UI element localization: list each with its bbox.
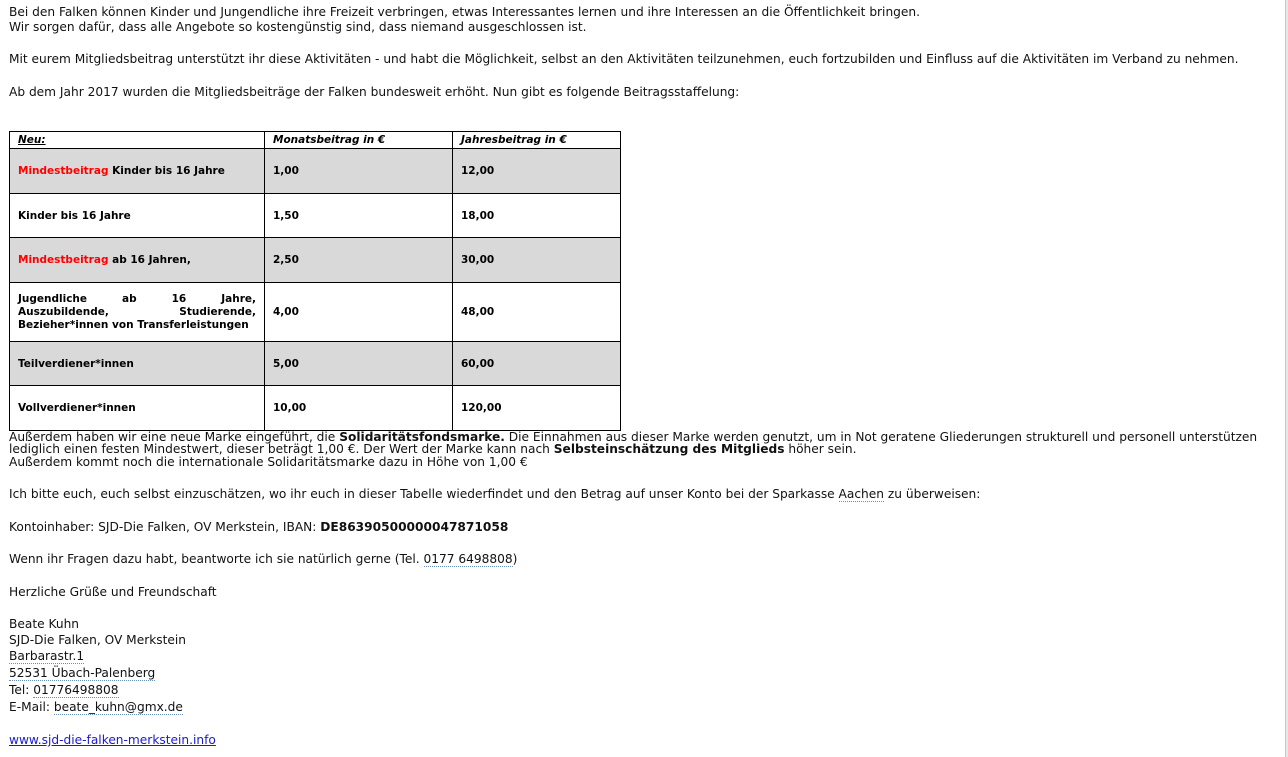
row-label: Vollverdiener*innen bbox=[10, 386, 265, 431]
fee-table-header bbox=[10, 132, 621, 149]
row-yearly: 12,00 bbox=[453, 149, 621, 194]
email-link[interactable]: beate_kuhn@gmx.de bbox=[53, 700, 183, 714]
row-label: Teilverdiener*innen bbox=[10, 342, 265, 386]
city-link[interactable]: Aachen bbox=[838, 487, 885, 501]
row-yearly: 30,00 bbox=[453, 238, 621, 283]
solidarity-line-2: lediglich einen festen Mindestwert, dieser beträgt 1,00 €. Der Wert der Marke kann nach Selbsteinschätzung des Mitglieds höher sein. bbox=[9, 442, 857, 456]
row-monthly: 2,50 bbox=[265, 238, 453, 283]
intro-line-4: Ab dem Jahr 2017 wurden die Mitgliedsbeiträge der Falken bundesweit erhöht. Nun gibt es folgende Beitragsstaffelung: bbox=[9, 85, 740, 99]
header-monthly: Monatsbeitrag in € bbox=[265, 132, 453, 149]
table-row bbox=[10, 238, 621, 283]
row-yearly: 48,00 bbox=[453, 283, 621, 342]
signature-street bbox=[9, 649, 84, 663]
greeting: Herzliche Grüße und Freundschaft bbox=[9, 585, 217, 599]
row-monthly: 1,50 bbox=[265, 194, 453, 238]
self-assessment: Selbsteinschätzung des Mitglieds bbox=[553, 442, 785, 456]
intro-line-3: Mit eurem Mitgliedsbeitrag unterstützt ihr diese Aktivitäten - und habt die Möglichkeit, selbst an den Aktivitäten teilzunehmen, euch fortzubilden und Einfluss auf die Aktivitäten im Verband zu nehmen. bbox=[9, 52, 1239, 66]
intro-line-2: Wir sorgen dafür, dass alle Angebote so kostengünstig sind, dass niemand ausgeschlossen ist. bbox=[9, 20, 587, 34]
questions-line: Wenn ihr Fragen dazu habt, beantworte ich sie natürlich gerne (Tel. 0177 6498808) bbox=[9, 552, 518, 566]
solidarity-line-3: Außerdem kommt noch die internationale Solidaritätsmarke dazu in Höhe von 1,00 € bbox=[9, 455, 528, 469]
table-row bbox=[10, 194, 621, 238]
website-link[interactable]: www.sjd-die-falken-merkstein.info bbox=[9, 733, 216, 747]
website-line bbox=[9, 733, 216, 747]
row-label: Kinder bis 16 Jahre bbox=[108, 165, 225, 177]
signature-tel: Tel: 01776498808 bbox=[9, 683, 119, 697]
header-yearly: Jahresbeitrag in € bbox=[453, 132, 621, 149]
row-yearly: 18,00 bbox=[453, 194, 621, 238]
tel-link[interactable]: 01776498808 bbox=[33, 683, 119, 697]
solidarity-stamp-name: Solidaritätsfondsmarke. bbox=[339, 430, 505, 444]
street-link[interactable]: Barbarastr.1 bbox=[9, 649, 85, 663]
row-yearly: 60,00 bbox=[453, 342, 621, 386]
signature-name: Beate Kuhn bbox=[9, 617, 80, 631]
signature-org: SJD-Die Falken, OV Merkstein bbox=[9, 633, 187, 647]
row-monthly: 10,00 bbox=[265, 386, 453, 431]
row-label: Kinder bis 16 Jahre bbox=[10, 194, 265, 238]
row-monthly: 5,00 bbox=[265, 342, 453, 386]
solidarity-line-1: Außerdem haben wir eine neue Marke eingeführt, die Solidaritätsfondsmarke. Die Einnahmen aus dieser Marke werden genutzt, um in Not geratene Gliederungen strukturell und personell unterstützen bbox=[9, 430, 1258, 444]
header-new: Neu: bbox=[18, 134, 46, 146]
table-row bbox=[10, 342, 621, 386]
intro-line-1: Bei den Falken können Kinder und Jungendliche ihre Freizeit verbringen, etwas Interessantes lernen und ihre Interessen an die Öffentlichkeit bringen. bbox=[9, 5, 921, 19]
row-label: Jugendliche ab 16 Jahre, Auszubildende, Studierende, Bezieher*innen von Transferleistungen bbox=[18, 292, 256, 331]
request-line: Ich bitte euch, euch selbst einzuschätzen, wo ihr euch in dieser Tabelle wiederfindet und den Betrag auf unser Konto bei der Sparkasse Aachen zu überweisen: bbox=[9, 487, 981, 501]
row-monthly: 1,00 bbox=[265, 149, 453, 194]
phone-link[interactable]: 0177 6498808 bbox=[423, 552, 513, 566]
signature-email: E-Mail: beate_kuhn@gmx.de bbox=[9, 700, 183, 714]
row-monthly: 4,00 bbox=[265, 283, 453, 342]
row-yearly: 120,00 bbox=[453, 386, 621, 431]
row-label: ab 16 Jahren, bbox=[108, 254, 191, 266]
table-row bbox=[10, 283, 621, 342]
min-fee-label: Mindestbeitrag bbox=[18, 165, 109, 177]
account-line: Kontoinhaber: SJD-Die Falken, OV Merkstein, IBAN: DE86390500000047871058 bbox=[9, 520, 509, 534]
table-row bbox=[10, 386, 621, 431]
min-fee-label: Mindestbeitrag bbox=[18, 254, 109, 266]
table-row bbox=[10, 149, 621, 194]
signature-city bbox=[9, 666, 155, 680]
city-address-link[interactable]: 52531 Übach-Palenberg bbox=[9, 666, 156, 680]
fee-table bbox=[9, 131, 621, 431]
iban-value: DE86390500000047871058 bbox=[320, 520, 509, 534]
